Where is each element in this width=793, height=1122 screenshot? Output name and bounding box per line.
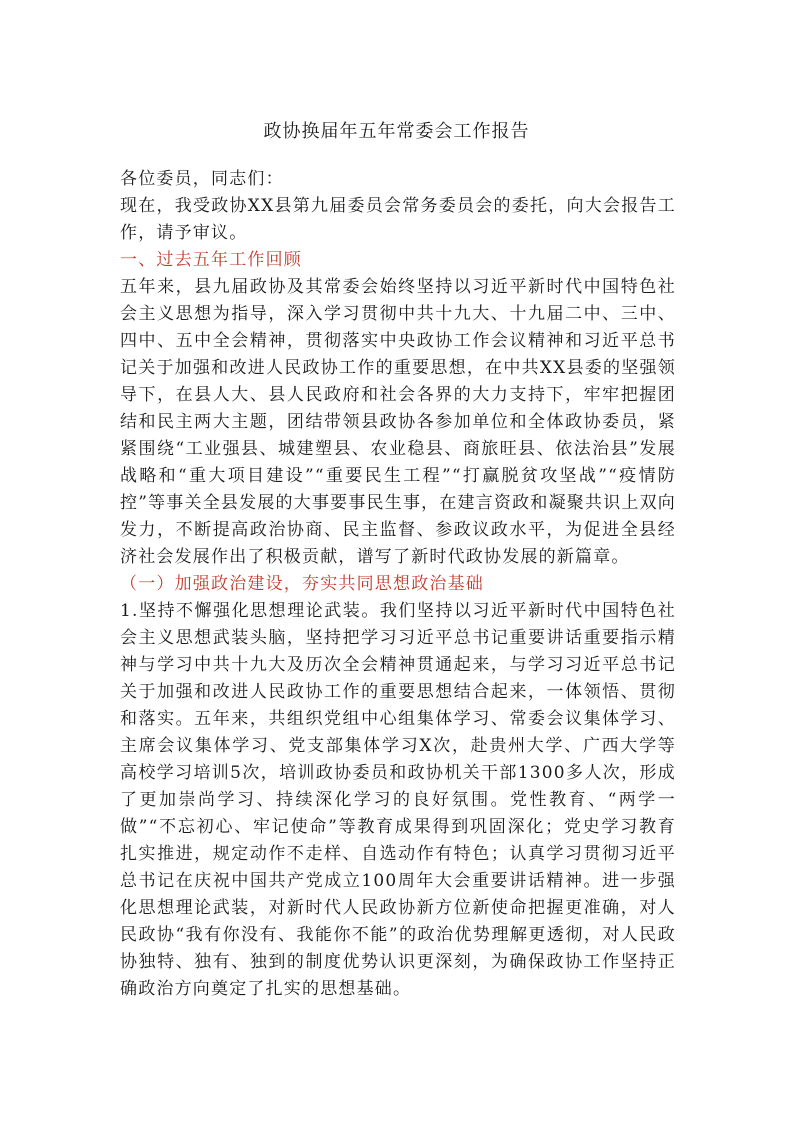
section-heading: 一、过去五年工作回顾 [120, 250, 302, 270]
intro-paragraph: 现在，我受政协XX县第九届委员会常务委员会的委托，向大会报告工作，请予审议。 [120, 196, 676, 243]
salutation: 各位委员，同志们： [120, 169, 284, 189]
document-title: 政协换届年五年常委会工作报告 [263, 121, 530, 142]
document-body [120, 166, 676, 1003]
subsection-heading: （一）加强政治建设，夯实共同思想政治基础 [120, 574, 484, 594]
subsection-paragraph: 1.坚持不懈强化思想理论武装。我们坚持以习近平新时代中国特色社会主义思想武装头脑，坚持把学习习近平总书记重要讲话重要指示精神与学习中共十九大及历次全会精神贯通起来，与学习习近平总书记关于加强和改进人民政协工作的重要思想结合起来，一体领悟、贯彻和落实。五年来，共组织党组中心组集体学习、常委会议集体学习、主席会议集体学习、党支部集体学习X次，赴贵州大学、广西大学等高校学习培训5次，培训政协委员和政协机关干部1300多人次，形成了更加崇尚学习、持续深化学习的良好氛围。党性教育、“两学一做”“不忘初心、牢记使命”等教育成果得到巩固深化；党史学习教育扎实推进，规定动作不走样、自选动作有特色；认真学习贯彻习近平总书记在庆祝中国共产党成立100周年大会重要讲话精神。进一步强化思想理论武装，对新时代人民政协新方位新使命把握更准确，对人民政协“我有你没有、我能你不能”的政治优势理解更透彻，对人民政协独特、独有、独到的制度优势认识更深刻，为确保政协工作坚持正确政治方向奠定了扎实的思想基础。 [120, 601, 676, 999]
section-paragraph: 五年来，县九届政协及其常委会始终坚持以习近平新时代中国特色社会主义思想为指导，深入学习贯彻中共十九大、十九届二中、三中、四中、五中全会精神，贯彻落实中央政协工作会议精神和习近平总书记关于加强和改进人民政协工作的重要思想，在中共XX县委的坚强领导下，在县人大、县人民政府和社会各界的大力支持下，牢牢把握团结和民主两大主题，团结带领县政协各参加单位和全体政协委员，紧紧围绕“工业强县、城建塑县、农业稳县、商旅旺县、依法治县”发展战略和“重大项目建设”“重要民生工程”“打赢脱贫攻坚战”“疫情防控”等事关全县发展的大事要事民生事，在建言资政和凝聚共识上双向发力，不断提高政治协商、民主监督、参政议政水平，为促进全县经济社会发展作出了积极贡献，谱写了新时代政协发展的新篇章。 [120, 277, 676, 567]
